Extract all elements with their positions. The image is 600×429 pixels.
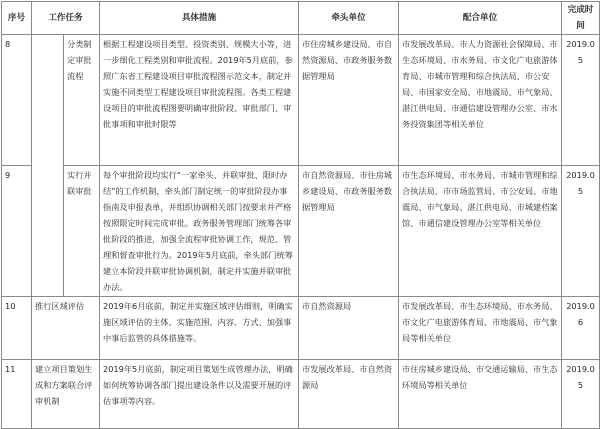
- row-deadline: 2019.05: [562, 360, 600, 429]
- row-measures: 2019年6月底前，制定并实施区域评估细则，明确实施区域评估的主体、实施范围、内容、方式、加强事中事后监管的具体措施等。: [100, 297, 299, 360]
- row-lead: 市住房城乡建设局、市自然资源局、市政务服务数据管理局: [299, 35, 399, 166]
- table-row: [2, 360, 600, 429]
- row-coop: 市生态环境局、市水务局、市城市管理和综合执法局、市市场监管局、市公安局、市地震局、市气象局、湛江供电局、市城建档案馆、市通信建设管理办公室等相关单位: [399, 166, 562, 297]
- parent-task-cell: [32, 35, 64, 297]
- row-deadline: 2019.06: [562, 297, 600, 360]
- row-coop: 市发展改革局、市人力资源社会保障局、市生态环境局、市水务局、市文化广电旅游体育局、市城市管理和综合执法局、市公安局、市国家安全局、市地震局、市气象局、湛江供电局、市通信建设管理办公室、市水务投资集团等相关单位: [399, 35, 562, 166]
- row-seq: 11: [2, 360, 32, 429]
- row-seq: 8: [2, 35, 32, 166]
- row-lead: 市发展改革局、市自然资源局: [299, 360, 399, 429]
- header-row: [2, 2, 600, 35]
- row-deadline: 2019.05: [562, 166, 600, 297]
- table-row: [2, 166, 600, 297]
- header-deadline: 完成时间: [562, 2, 600, 35]
- header-measures: 具体措施: [100, 2, 299, 35]
- table-row: [2, 297, 600, 360]
- row-task: 分类制定审批流程: [64, 35, 100, 166]
- row-measures: 2019年5月底前，制定项目策划生成管理办法，明确如何统筹协调各部门提出建设条件以及需要开展的评估事项等内容。: [100, 360, 299, 429]
- row-measures: 每个审批阶段均实行“一家牵头、并联审批、限时办结”的工作机制，牵头部门制定统一的审批阶段办事指南及申报表单，并组织协调相关部门按要求并严格按照限定时间完成审批。政务服务管理部门统筹各审批阶段的推进，加强全流程审批协调工作，规范、管理和督查审批行为。2019年5月底前，牵头部门统筹建立本阶段并联审批协调机制，制定并实施并联审批办法。: [100, 166, 299, 297]
- row-task: 建立项目策划生成和方案联合评审机制: [32, 360, 100, 429]
- header-seq: 序号: [2, 2, 32, 35]
- row-seq: 10: [2, 297, 32, 360]
- table-row: [2, 35, 600, 166]
- row-task: 推行区域评估: [32, 297, 100, 360]
- header-lead: 牵头单位: [299, 2, 399, 35]
- row-seq: 9: [2, 166, 32, 297]
- row-coop: 市住房城乡建设局、市交通运输局、市生态环境局等相关单位: [399, 360, 562, 429]
- header-task: 工作任务: [32, 2, 100, 35]
- row-measures: 根据工程建设项目类型、投资类别、规模大小等，进一步细化工程类别和审批流程。2019年5月底前，参照广东省工程建设项目审批流程图示范文本，制定并实施不同类型工程建设项目审批流程图。各类工程建设项目的审批流程图要明确审批阶段、审批部门、审批事项和审批时限等: [100, 35, 299, 166]
- row-lead: 市自然资源局、市住房城乡建设局、市政务服务数据管理局: [299, 166, 399, 297]
- row-lead: 市自然资源局: [299, 297, 399, 360]
- row-deadline: 2019.05: [562, 35, 600, 166]
- row-coop: 市发展改革局、市生态环境局、市水务局、市文化广电旅游体育局、市地震局、市气象局等相关单位: [399, 297, 562, 360]
- header-coop: 配合单位: [399, 2, 562, 35]
- measures-table: [1, 1, 600, 429]
- row-task: 实行并联审批: [64, 166, 100, 297]
